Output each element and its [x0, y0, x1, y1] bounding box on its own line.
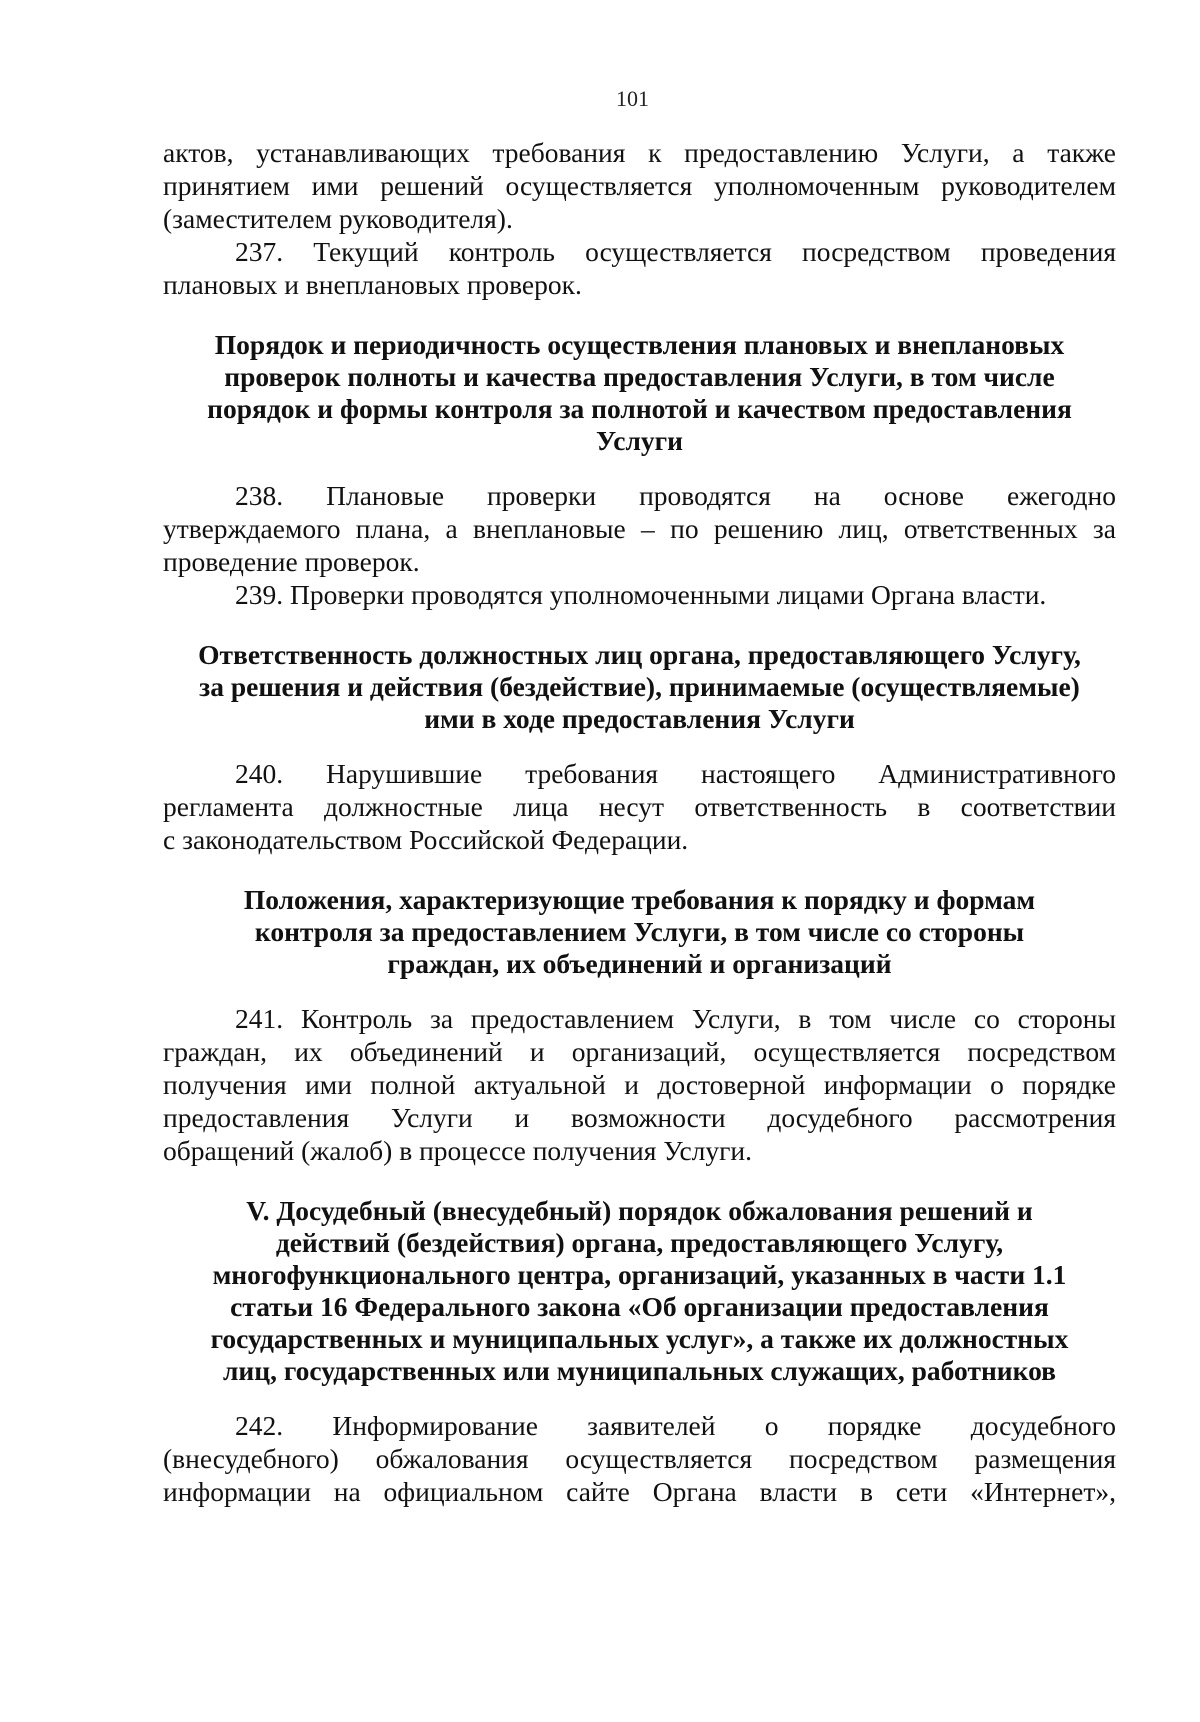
text-line: (внесудебного) обжалования осуществляется посредством размещения — [163, 1443, 1116, 1474]
document-body — [163, 136, 1116, 1508]
text-line: плановых и внеплановых проверок. — [163, 269, 582, 300]
section-heading-responsibility — [163, 639, 1116, 735]
text-line: 238. Плановые проверки проводятся на основе ежегодно — [235, 480, 1116, 511]
text-line: 242. Информирование заявителей о порядке досудебного — [235, 1410, 1116, 1441]
text-line: принятием ими решений осуществляется уполномоченным руководителем — [163, 170, 1116, 201]
text-line: 237. Текущий контроль осуществляется посредством проведения — [235, 236, 1116, 267]
heading-line: Услуги — [596, 425, 683, 456]
section-heading-control-provisions — [163, 884, 1116, 980]
page-number: 101 — [616, 86, 649, 111]
text-line: актов, устанавливающих требования к предоставлению Услуги, а также — [163, 137, 1116, 168]
section-heading-appeal — [163, 1195, 1116, 1387]
heading-line: за решения и действия (бездействие), принимаемые (осуществляемые) — [199, 671, 1080, 702]
paragraph-237 — [163, 235, 1116, 301]
heading-line: ими в ходе предоставления Услуги — [424, 703, 855, 734]
text-line: проведение проверок. — [163, 546, 420, 577]
section-heading-inspections — [163, 329, 1116, 457]
paragraph-239 — [163, 578, 1116, 611]
text-line: 239. Проверки проводятся уполномоченными лицами Органа власти. — [235, 579, 1047, 610]
heading-line: граждан, их объединений и организаций — [387, 948, 892, 979]
text-line: граждан, их объединений и организаций, осуществляется посредством — [163, 1036, 1116, 1067]
paragraph-241 — [163, 1002, 1116, 1167]
text-line: обращений (жалоб) в процессе получения Услуги. — [163, 1135, 753, 1166]
heading-line: контроля за предоставлением Услуги, в том числе со стороны — [254, 916, 1025, 947]
paragraph-240 — [163, 757, 1116, 856]
text-line: с законодательством Российской Федерации. — [163, 824, 689, 855]
heading-line: V. Досудебный (внесудебный) порядок обжалования решений и — [246, 1195, 1033, 1226]
text-line: информации на официальном сайте Органа власти в сети «Интернет», — [163, 1476, 1116, 1507]
heading-line: многофункционального центра, организаций, указанных в части 1.1 — [212, 1259, 1067, 1290]
heading-line: Порядок и периодичность осуществления плановых и внеплановых — [214, 329, 1065, 360]
heading-line: лиц, государственных или муниципальных служащих, работников — [222, 1355, 1057, 1386]
heading-line: Ответственность должностных лиц органа, предоставляющего Услугу, — [198, 639, 1081, 670]
heading-line: проверок полноты и качества предоставления Услуги, в том числе — [224, 361, 1055, 392]
paragraph-242 — [163, 1409, 1116, 1508]
heading-line: Положения, характеризующие требования к порядку и формам — [243, 884, 1036, 915]
heading-line: порядок и формы контроля за полнотой и качеством предоставления — [207, 393, 1072, 424]
text-line: регламента должностные лица несут ответственность в соответствии — [163, 791, 1116, 822]
text-line: 240. Нарушившие требования настоящего Административного — [235, 758, 1116, 789]
text-line: предоставления Услуги и возможности досудебного рассмотрения — [163, 1102, 1116, 1133]
heading-line: государственных и муниципальных услуг», а также их должностных — [210, 1323, 1069, 1354]
text-line: 241. Контроль за предоставлением Услуги, в том числе со стороны — [235, 1003, 1116, 1034]
heading-line: статьи 16 Федерального закона «Об организации предоставления — [230, 1291, 1049, 1322]
paragraph-238 — [163, 479, 1116, 578]
text-line: утверждаемого плана, а внеплановые – по решению лиц, ответственных за — [163, 513, 1116, 544]
text-line: получения ими полной актуальной и достоверной информации о порядке — [163, 1069, 1116, 1100]
heading-line: действий (бездействия) органа, предоставляющего Услугу, — [275, 1227, 1004, 1258]
paragraph-intro — [163, 136, 1116, 235]
text-line: (заместителем руководителя). — [163, 203, 513, 234]
